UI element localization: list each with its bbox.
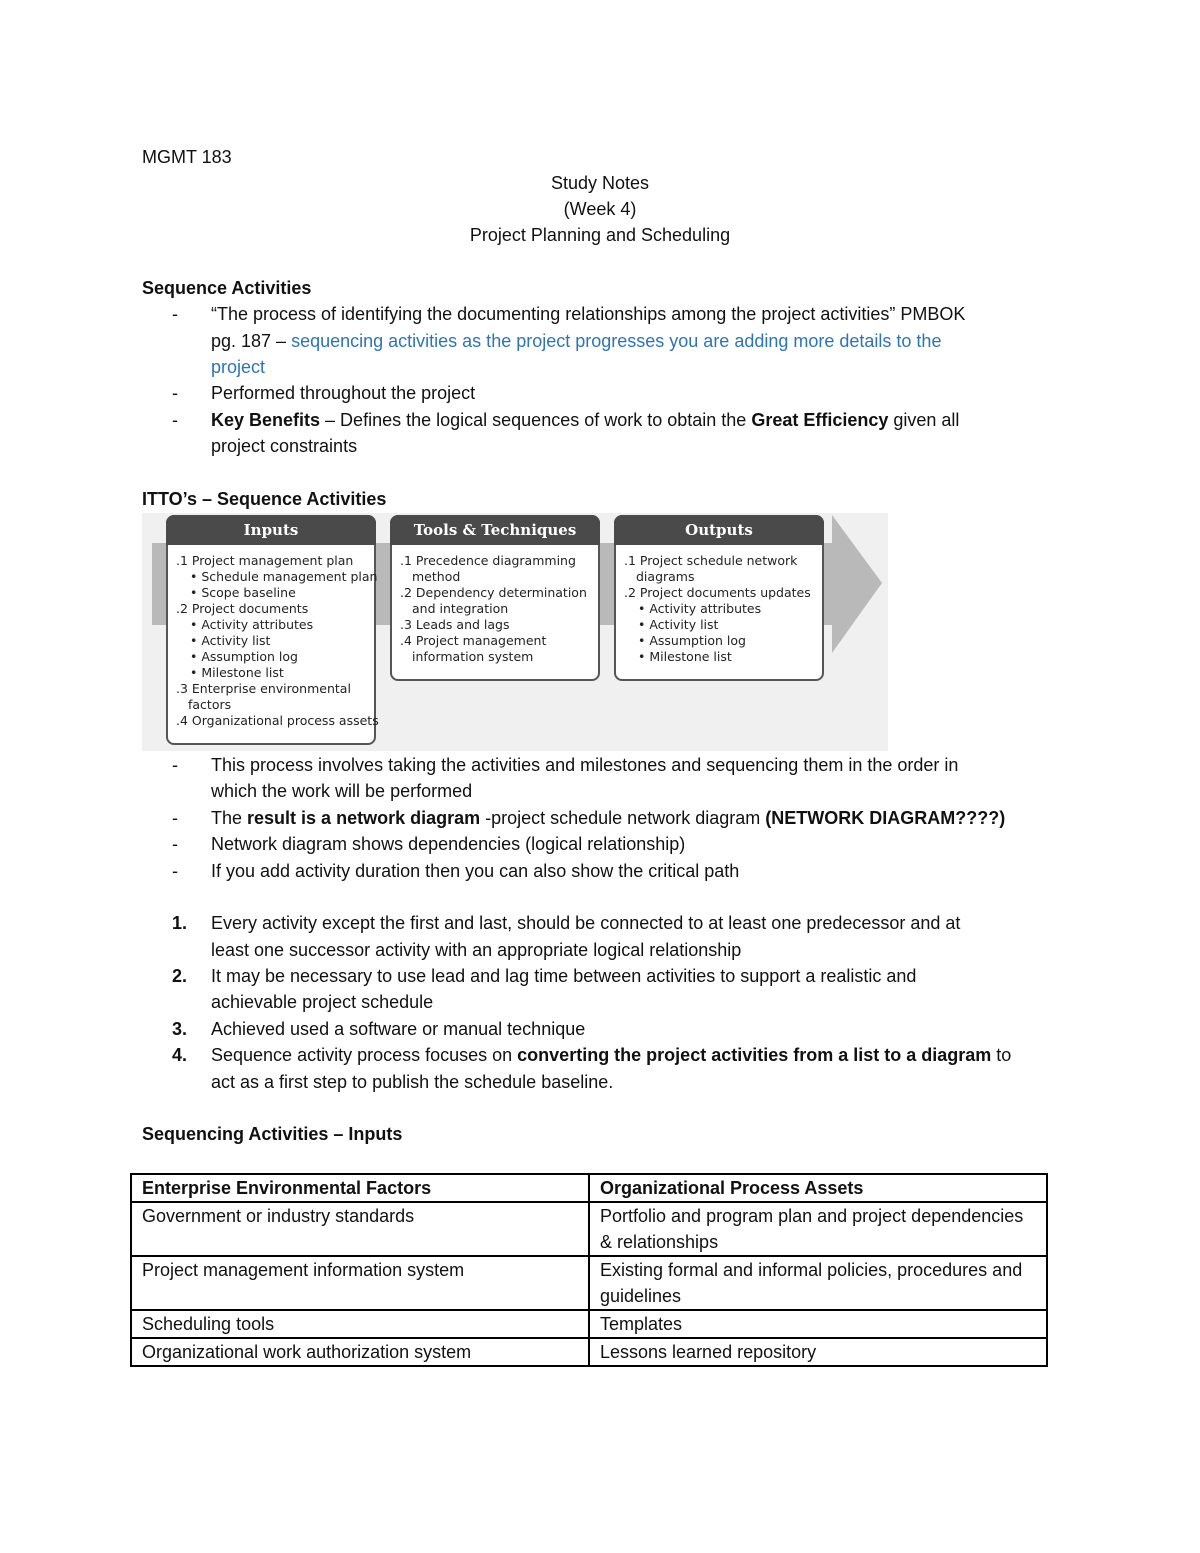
title-topic: Project Planning and Scheduling [469,225,731,245]
tool-item: method [412,569,461,584]
input-item: • Activity attributes [190,617,314,632]
numbered-3: Achieved used a software or manual technique [211,1019,586,1039]
numbered-2-line-2: achievable project schedule [211,992,434,1012]
numbered-2-line-1: It may be necessary to use lead and lag time between activities to support a realistic and [211,966,917,986]
inputs-box [166,515,379,745]
input-item: • Schedule management plan [190,569,378,584]
output-item: .1 Project schedule network [624,553,798,568]
definition-line-3: project [211,357,266,377]
list-number: 1. [172,913,188,933]
tool-item: .2 Dependency determination [400,585,587,600]
bullet-dash: - [172,834,178,854]
input-item: .2 Project documents [176,601,309,616]
tools-box [390,515,600,681]
bullet-dash: - [172,861,178,881]
tool-item: information system [412,649,534,664]
heading-sequence-activities: Sequence Activities [142,278,312,298]
output-item: .2 Project documents updates [624,585,811,600]
table-cell: Scheduling tools [131,1310,589,1338]
numbered-1-line-1: Every activity except the first and last, should be connected to at least one predecessor and at [211,913,961,933]
list-number: 4. [172,1045,188,1065]
process-line-2: which the work will be performed [211,781,473,801]
output-item: • Milestone list [638,649,732,664]
key-benefits-line-1: Key Benefits – Defines the logical sequences of work to obtain the Great Efficiency given all [211,410,960,430]
input-item: • Assumption log [190,649,298,664]
input-item: .1 Project management plan [176,553,354,568]
output-item: diagrams [636,569,695,584]
dependencies-line: Network diagram shows dependencies (logical relationship) [211,834,686,854]
output-item: • Assumption log [638,633,746,648]
critical-path-line: If you add activity duration then you can also show the critical path [211,861,740,881]
inputs-list [176,553,379,729]
col-header-opa: Organizational Process Assets [589,1174,1047,1202]
tool-item: and integration [412,601,509,616]
outputs-list [624,553,811,665]
table-cell: Portfolio and program plan and project dependencies & relationships [589,1202,1047,1256]
tools-header: Tools & Techniques [390,515,600,545]
result-network-diagram: The result is a network diagram -project schedule network diagram (NETWORK DIAGRAM????) [211,808,1006,828]
table-row [131,1202,1047,1256]
numbered-1-line-2: least one successor activity with an appropriate logical relationship [211,940,742,960]
table-row [131,1338,1047,1366]
table-cell: Existing formal and informal policies, procedures and guidelines [589,1256,1047,1310]
table-cell: Templates [589,1310,1047,1338]
list-number: 3. [172,1019,188,1039]
inputs-table [130,1173,1048,1367]
bullet-dash: - [172,304,178,324]
input-item: • Scope baseline [190,585,296,600]
heading-itto: ITTO’s – Sequence Activities [142,489,387,509]
input-item: .3 Enterprise environmental [176,681,351,696]
blue-note: sequencing activities as the project progresses you are adding more details to the [291,331,942,351]
col-header-eef: Enterprise Environmental Factors [131,1174,589,1202]
key-benefits-line-2: project constraints [211,436,358,456]
table-cell: Organizational work authorization system [131,1338,589,1366]
outputs-header: Outputs [614,515,824,545]
output-item: • Activity list [638,617,719,632]
table-cell: Project management information system [131,1256,589,1310]
bullet-dash: - [172,383,178,403]
table-cell: Lessons learned repository [589,1338,1047,1366]
input-item: • Milestone list [190,665,284,680]
list-number: 2. [172,966,188,986]
definition-line-2: pg. 187 – sequencing activities as the project progresses you are adding more details to the [211,331,942,351]
course-code: MGMT 183 [142,147,232,167]
title-study-notes: Study Notes [550,173,650,193]
table-row [131,1310,1047,1338]
itto-diagram [142,513,888,751]
table-cell: Government or industry standards [131,1202,589,1256]
outputs-box [614,515,824,681]
heading-sequencing-inputs: Sequencing Activities – Inputs [142,1124,403,1144]
bullet-dash: - [172,808,178,828]
tools-list [400,553,587,665]
input-item: .4 Organizational process assets [176,713,379,728]
bullet-dash: - [172,755,178,775]
input-item: • Activity list [190,633,271,648]
process-line-1: This process involves taking the activities and milestones and sequencing them in the order in [211,755,959,775]
input-item: factors [188,697,232,712]
bullet-dash: - [172,410,178,430]
numbered-4-line-2: act as a first step to publish the schedule baseline. [211,1072,614,1092]
table-row [131,1256,1047,1310]
performed-throughout: Performed throughout the project [211,383,476,403]
output-item: • Activity attributes [638,601,762,616]
table-header-row [131,1174,1047,1202]
inputs-header: Inputs [166,515,376,545]
definition-line-1: “The process of identifying the documenting relationships among the project activities” PMBOK [211,304,966,324]
tool-item: .3 Leads and lags [400,617,510,632]
tool-item: .1 Precedence diagramming [400,553,576,568]
title-week: (Week 4) [563,199,637,219]
tool-item: .4 Project management [400,633,547,648]
numbered-4-line-1: Sequence activity process focuses on converting the project activities from a list to a diagram to [211,1045,1012,1065]
